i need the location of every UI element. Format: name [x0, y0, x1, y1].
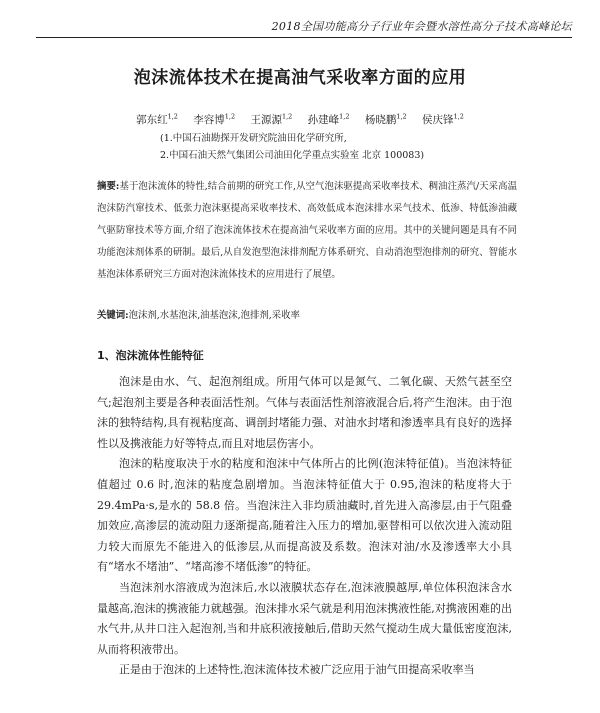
running-header: 2018全国功能高分子行业年会暨水溶性高分子技术高峰论坛 — [271, 20, 572, 33]
author: 郭东红$^{1,2}$ — [136, 112, 178, 126]
paragraph: 正是由于泡沫的上述特性,泡沫流体技术被广泛应用于油气田提高采收率当 — [119, 663, 475, 677]
author: 孙建峰$^{1,2}$ — [307, 112, 350, 126]
abstract-text: 基于泡沫流体的特性,结合前期的研究工作,从空气泡沫驱提高采收率技术、稠油注蒸汽/天采高温泡沫防汽窜技术、低张力泡沫驱提高采收率技术、高效低成本泡沫排水采气技术、低渗、特低渗油藏气驱防窜技术等方面,介绍了泡沫流体技术在提高油气采收率方面的应用。其中的关键问题是具有不同功能泡沫剂体系的研制。最后,从自发泡型泡沫排剂配方体系研究、自动消泡型泡排剂的研究、智能水基泡沫体系研究三方面对泡沫流体技术的应用进行了展望。 — [97, 181, 517, 280]
author: 李容博$^{1,2}$ — [193, 112, 236, 126]
paper-title: 泡沫流体技术在提高油气采收率方面的应用 — [133, 68, 467, 88]
paragraph: 泡沫的粘度取决于水的粘度和泡沫中气体所占的比例(泡沫特征值)。当泡沫特征值超过 0.6 时,泡沫的粘度急剧增加。当泡沫特征值大于 0.95,泡沫的粘度将大于 29.4mPa·s,是水的 58.8 倍。当泡沫注入非均质油藏时,首先进入高渗层,由于气阻叠加效应,高渗层的流动阻力逐渐提高,随着注入压力的增加,驱替相可以依次进入流动阻力较大而原先不能进入的低渗层,从而提高波及系数。泡沫对油/水及渗透率大小具有“堵水不堵油”、“堵高渗不堵低渗”的特征。 — [97, 457, 512, 574]
affiliation: (1.中国石油勘探开发研究院油田化学研究所, — [160, 133, 347, 144]
author: 侯庆锋$^{1,2}$ — [422, 112, 464, 126]
author: 王源源$^{1,2}$ — [250, 112, 293, 126]
header-divider — [36, 37, 572, 38]
author-list — [0, 112, 600, 127]
abstract-label: 摘要: — [97, 181, 120, 192]
keywords-label: 关键词: — [97, 310, 129, 321]
author: 杨晓鹏$^{1,2}$ — [364, 112, 407, 126]
body-text — [97, 372, 512, 681]
abstract — [97, 176, 517, 286]
keywords — [97, 307, 300, 321]
paragraph: 当泡沫剂水溶液成为泡沫后,水以液膜状态存在,泡沫液膜越厚,单位体积泡沫含水量越高,泡沫的携液能力就越强。泡沫排水采气就是利用泡沫携液性能,对携液困难的出水气井,从井口注入起泡剂,当和井底积液接触后,借助天然气搅动生成大量低密度泡沫,从而将积液带出。 — [97, 580, 512, 656]
keywords-text: 泡沫剂,水基泡沫,油基泡沫,泡排剂,采收率 — [128, 310, 300, 321]
section-heading: 1、泡沫流体性能特征 — [97, 349, 204, 362]
affiliation: 2.中国石油天然气集团公司油田化学重点实验室 北京 100083) — [160, 150, 425, 161]
paragraph: 泡沫是由水、气、起泡剂组成。所用气体可以是氮气、二氧化碳、天然气甚至空气;起泡剂主要是各种表面活性剂。气体与表面活性剂溶液混合后,将产生泡沫。由于泡沫的独特结构,具有视粘度高、调剖封堵能力强、对油水封堵和渗透率具有良好的选择性以及携液能力好等特点,而且对地层伤害小。 — [97, 375, 512, 450]
